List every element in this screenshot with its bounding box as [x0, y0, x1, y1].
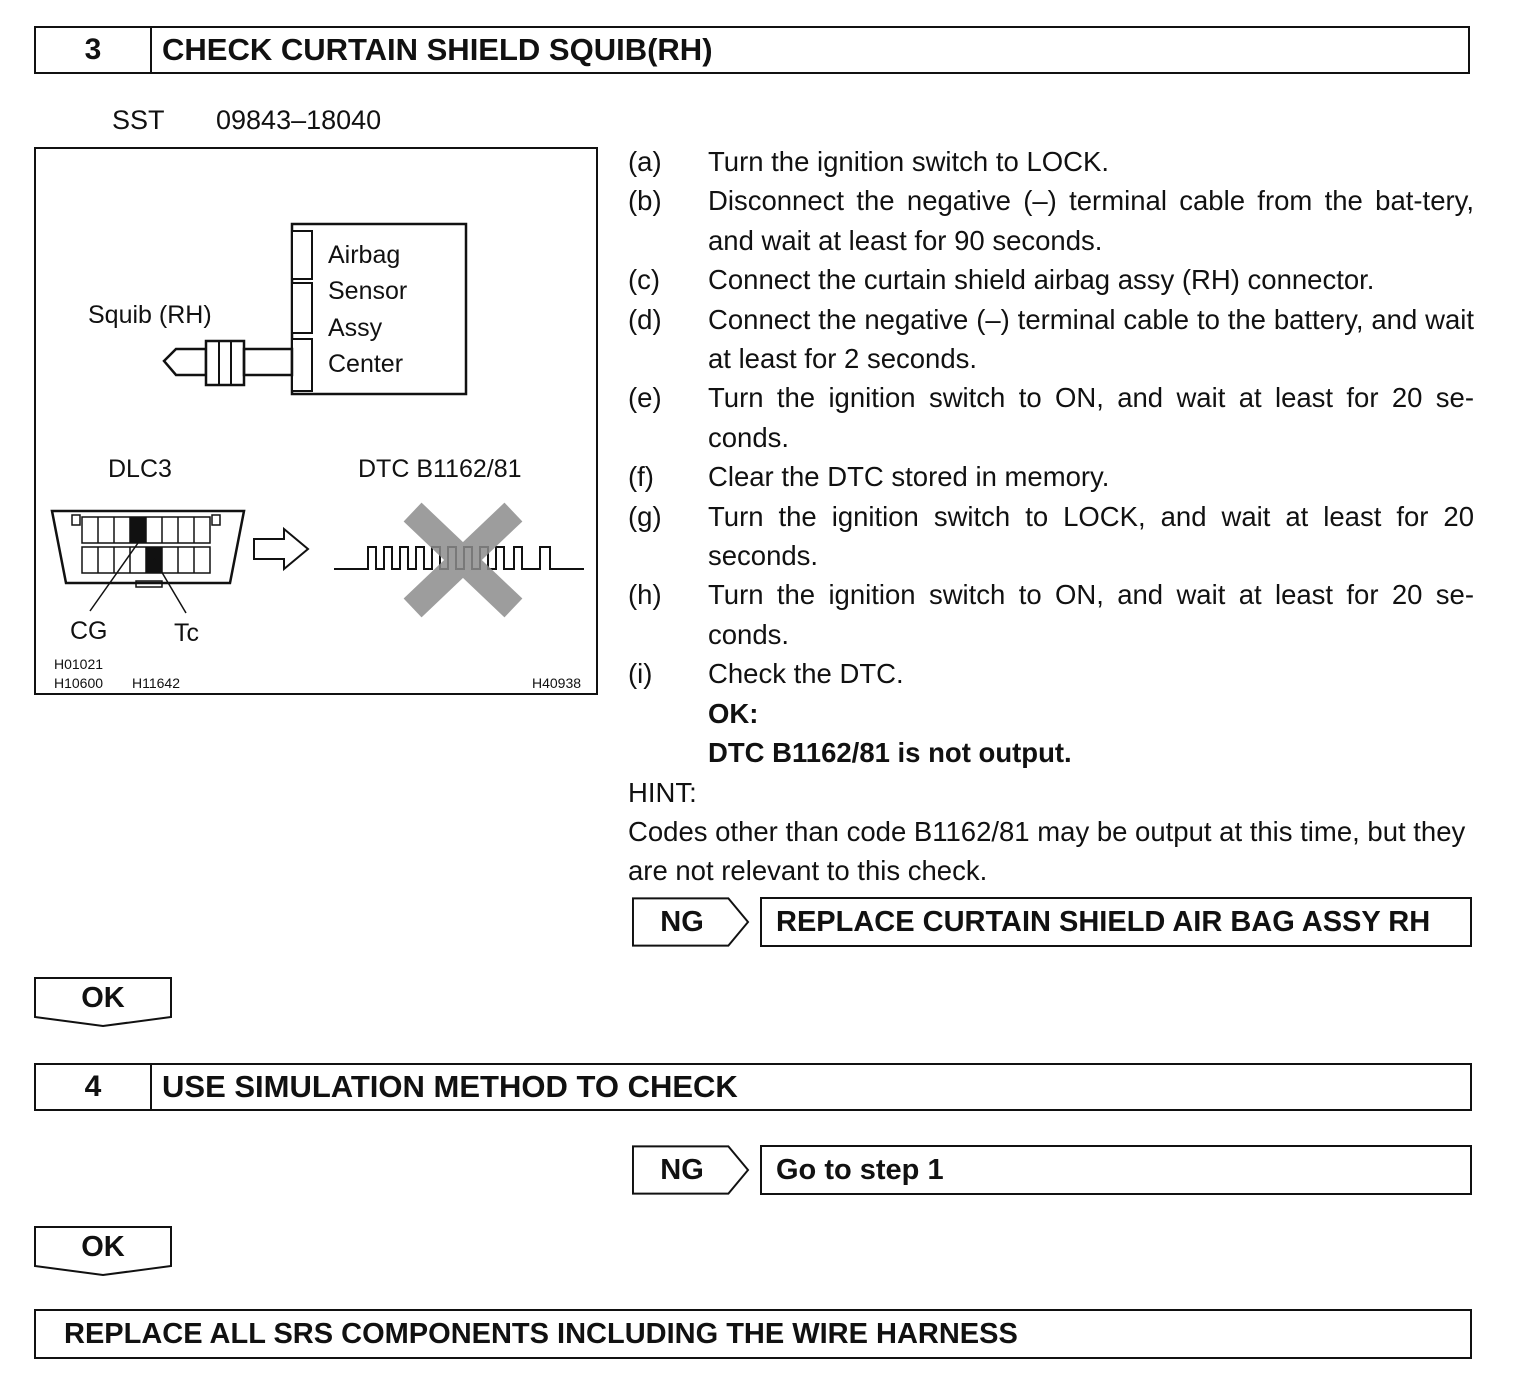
label-cg: CG [70, 617, 108, 645]
procedure-step [628, 260, 1474, 299]
procedure-step [628, 142, 1474, 181]
label-dlc3: DLC3 [108, 455, 172, 483]
procedure-step [628, 300, 1474, 379]
tc-leader [154, 559, 186, 613]
label-assy: Assy [328, 314, 383, 342]
procedure-list [628, 142, 1474, 891]
figure-code: H10600 [54, 675, 104, 691]
step-text: Turn the ignition switch to LOCK, and wait at least for 20 seconds. [708, 500, 1474, 572]
ng-label: NG [660, 905, 704, 938]
ok-criteria-text: DTC B1162/81 is not output. [708, 737, 1072, 769]
step-text: Connect the negative (–) terminal cable to the battery, and wait at least for 2 seconds. [708, 303, 1474, 375]
ok-connector [34, 1226, 172, 1276]
step-letter: (g) [628, 500, 662, 532]
ng-action-box: REPLACE CURTAIN SHIELD AIR BAG ASSY RH [760, 897, 1472, 947]
procedure-step [628, 575, 1474, 654]
step-text: Check the DTC. [708, 658, 904, 690]
procedure-step [628, 181, 1474, 260]
ng-label: NG [660, 1153, 704, 1186]
procedure-step [628, 378, 1474, 457]
sst-number: 09843–18040 [216, 105, 382, 135]
connection-diagram [34, 147, 598, 695]
step-letter: (h) [628, 579, 662, 611]
ok-label: OK [81, 1230, 125, 1263]
label-squib: Squib (RH) [88, 301, 212, 329]
hint-text: Codes other than code B1162/81 may be output at this time, but they are not relevant to this check. [628, 815, 1466, 887]
squib-plug [164, 349, 206, 375]
final-action-box: REPLACE ALL SRS COMPONENTS INCLUDING THE WIRE HARNESS [34, 1309, 1472, 1359]
step-title: CHECK CURTAIN SHIELD SQUIB(RH) [162, 32, 713, 67]
figure-code: H01021 [54, 656, 104, 672]
squib-wire [244, 349, 292, 375]
step-letter: (e) [628, 382, 662, 414]
step-text: Turn the ignition switch to LOCK. [708, 146, 1109, 177]
step-text: Disconnect the negative (–) terminal cable from the bat-tery, and wait at least for 90 seconds. [708, 185, 1474, 256]
label-tc: Tc [174, 619, 199, 647]
ng-result-row [632, 1145, 1472, 1195]
step-letter: (c) [628, 264, 661, 296]
figure-code: H40938 [532, 675, 582, 691]
right-arrow-icon [254, 529, 308, 569]
step-text: Clear the DTC stored in memory. [708, 461, 1110, 493]
step-number: 4 [36, 1065, 152, 1109]
ng-action-box: Go to step 1 [760, 1145, 1472, 1195]
ok-criteria-label: OK: [708, 697, 759, 729]
step-letter: (b) [628, 185, 662, 217]
step-text: Connect the curtain shield airbag assy (RH) connector. [708, 264, 1375, 296]
sensor-terminal-2 [292, 283, 312, 333]
sensor-terminal-1 [292, 231, 312, 279]
step-letter: (i) [628, 658, 653, 690]
figure-code: H11642 [132, 675, 181, 691]
label-center: Center [328, 350, 404, 378]
ok-label: OK [81, 981, 125, 1014]
step-title: USE SIMULATION METHOD TO CHECK [162, 1069, 738, 1104]
procedure-step [628, 654, 1474, 693]
step-letter: (a) [628, 146, 662, 177]
procedure-step [628, 497, 1474, 576]
diagram-drawing [36, 149, 596, 693]
sensor-terminal-3 [292, 339, 312, 391]
label-dtc: DTC B1162/81 [358, 455, 522, 483]
ok-connector [34, 977, 172, 1027]
step-letter: (d) [628, 303, 662, 335]
procedure-step [628, 457, 1474, 496]
hint-label: HINT: [628, 776, 697, 808]
cg-pin [130, 517, 146, 543]
ng-result-row [632, 897, 1472, 947]
step-4-header [34, 1063, 1472, 1111]
label-airbag: Airbag [328, 241, 401, 269]
step-letter: (f) [628, 461, 654, 493]
step-number: 3 [36, 28, 152, 72]
step-3-header [34, 26, 1470, 74]
squib-connector-body [206, 341, 244, 385]
sst-label: SST [112, 105, 165, 135]
step-text: Turn the ignition switch to ON, and wait at least for 20 se-conds. [708, 579, 1474, 650]
step-text: Turn the ignition switch to ON, and wait at least for 20 se-conds. [708, 382, 1474, 453]
label-sensor: Sensor [328, 277, 408, 305]
cross-icon [422, 521, 504, 599]
